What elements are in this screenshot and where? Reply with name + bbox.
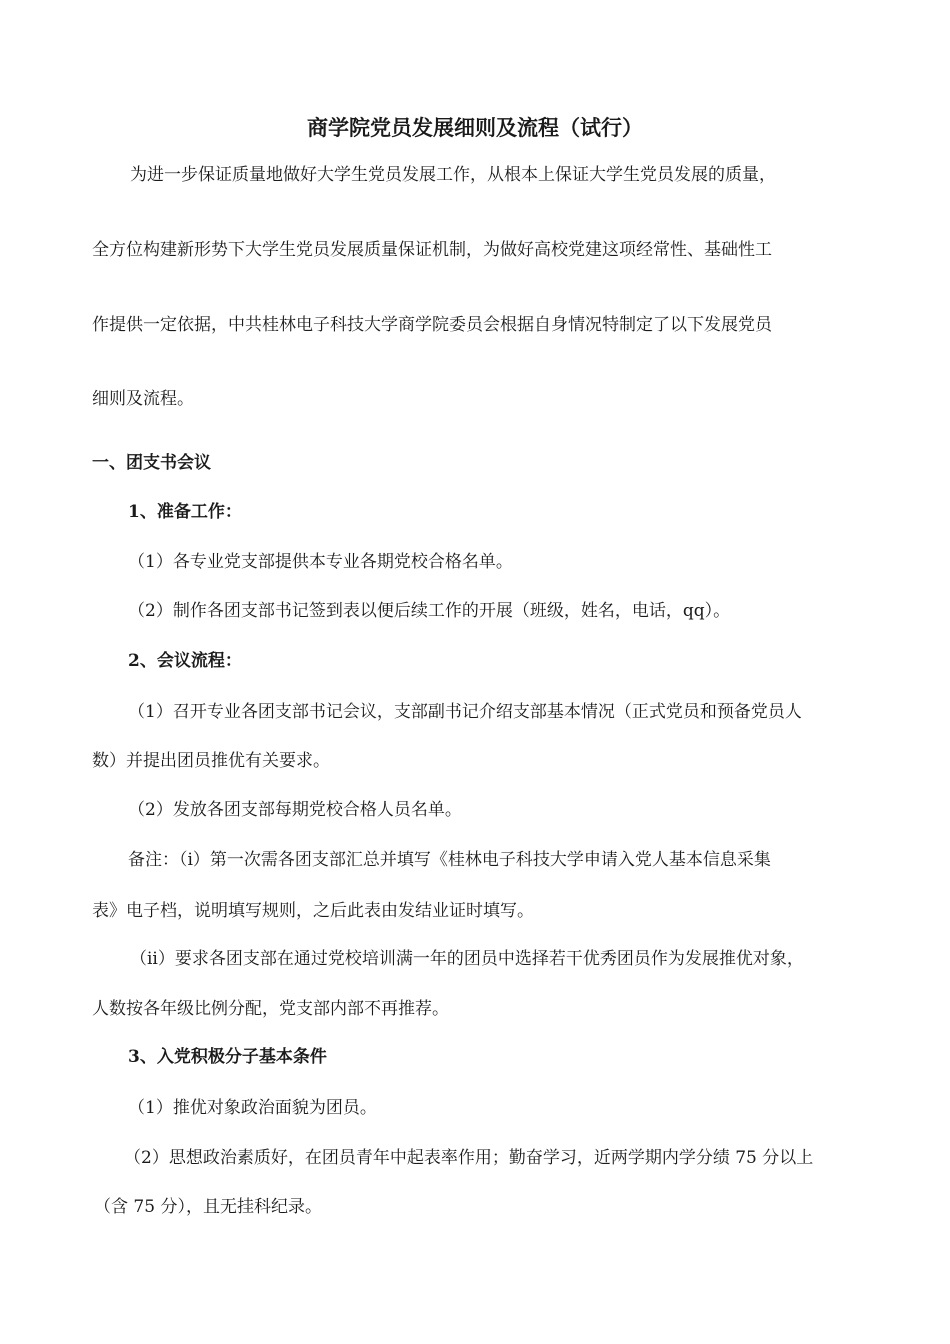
subsection-3-heading: 3、入党积极分子基本条件 <box>128 1047 327 1067</box>
note-line-continuation: 人数按各年级比例分配，党支部内部不再推荐。 <box>92 999 449 1019</box>
note-line: 备注：（i）第一次需各团支部汇总并填写《桂林电子科技大学申请入党人基本信息采集 <box>128 850 771 870</box>
list-item-continuation: （含 75 分），且无挂科纪录。 <box>94 1197 322 1217</box>
intro-line-2: 全方位构建新形势下大学生党员发展质量保证机制，为做好高校党建这项经常性、基础性工 <box>92 240 772 260</box>
note-line-continuation: 表》电子档，说明填写规则，之后此表由发结业证时填写。 <box>92 901 534 921</box>
section-1-heading: 一、团支书会议 <box>92 453 211 473</box>
note-line: （ii）要求各团支部在通过党校培训满一年的团员中选择若干优秀团员作为发展推优对象， <box>130 949 804 969</box>
list-item: （2）发放各团支部每期党校合格人员名单。 <box>128 800 462 820</box>
list-item: （2）思想政治素质好，在团员青年中起表率作用；勤奋学习，近两学期内学分绩 75 分以上 <box>124 1148 814 1168</box>
list-item: （1）推优对象政治面貌为团员。 <box>128 1098 377 1118</box>
list-item-continuation: 数）并提出团员推优有关要求。 <box>92 751 330 771</box>
list-item: （1）召开专业各团支部书记会议，支部副书记介绍支部基本情况（正式党员和预备党员人 <box>128 702 802 722</box>
intro-line-4: 细则及流程。 <box>92 389 194 409</box>
list-item: （1）各专业党支部提供本专业各期党校合格名单。 <box>128 552 513 572</box>
subsection-2-heading: 2、会议流程： <box>128 651 242 671</box>
list-item: （2）制作各团支部书记签到表以便后续工作的开展（班级，姓名，电话，qq）。 <box>128 601 731 621</box>
subsection-1-heading: 1、准备工作： <box>128 502 242 522</box>
intro-line-1: 为进一步保证质量地做好大学生党员发展工作，从根本上保证大学生党员发展的质量， <box>130 165 776 185</box>
intro-line-3: 作提供一定依据，中共桂林电子科技大学商学院委员会根据自身情况特制定了以下发展党员 <box>92 315 772 335</box>
document-title: 商学院党员发展细则及流程（试行） <box>307 115 643 140</box>
